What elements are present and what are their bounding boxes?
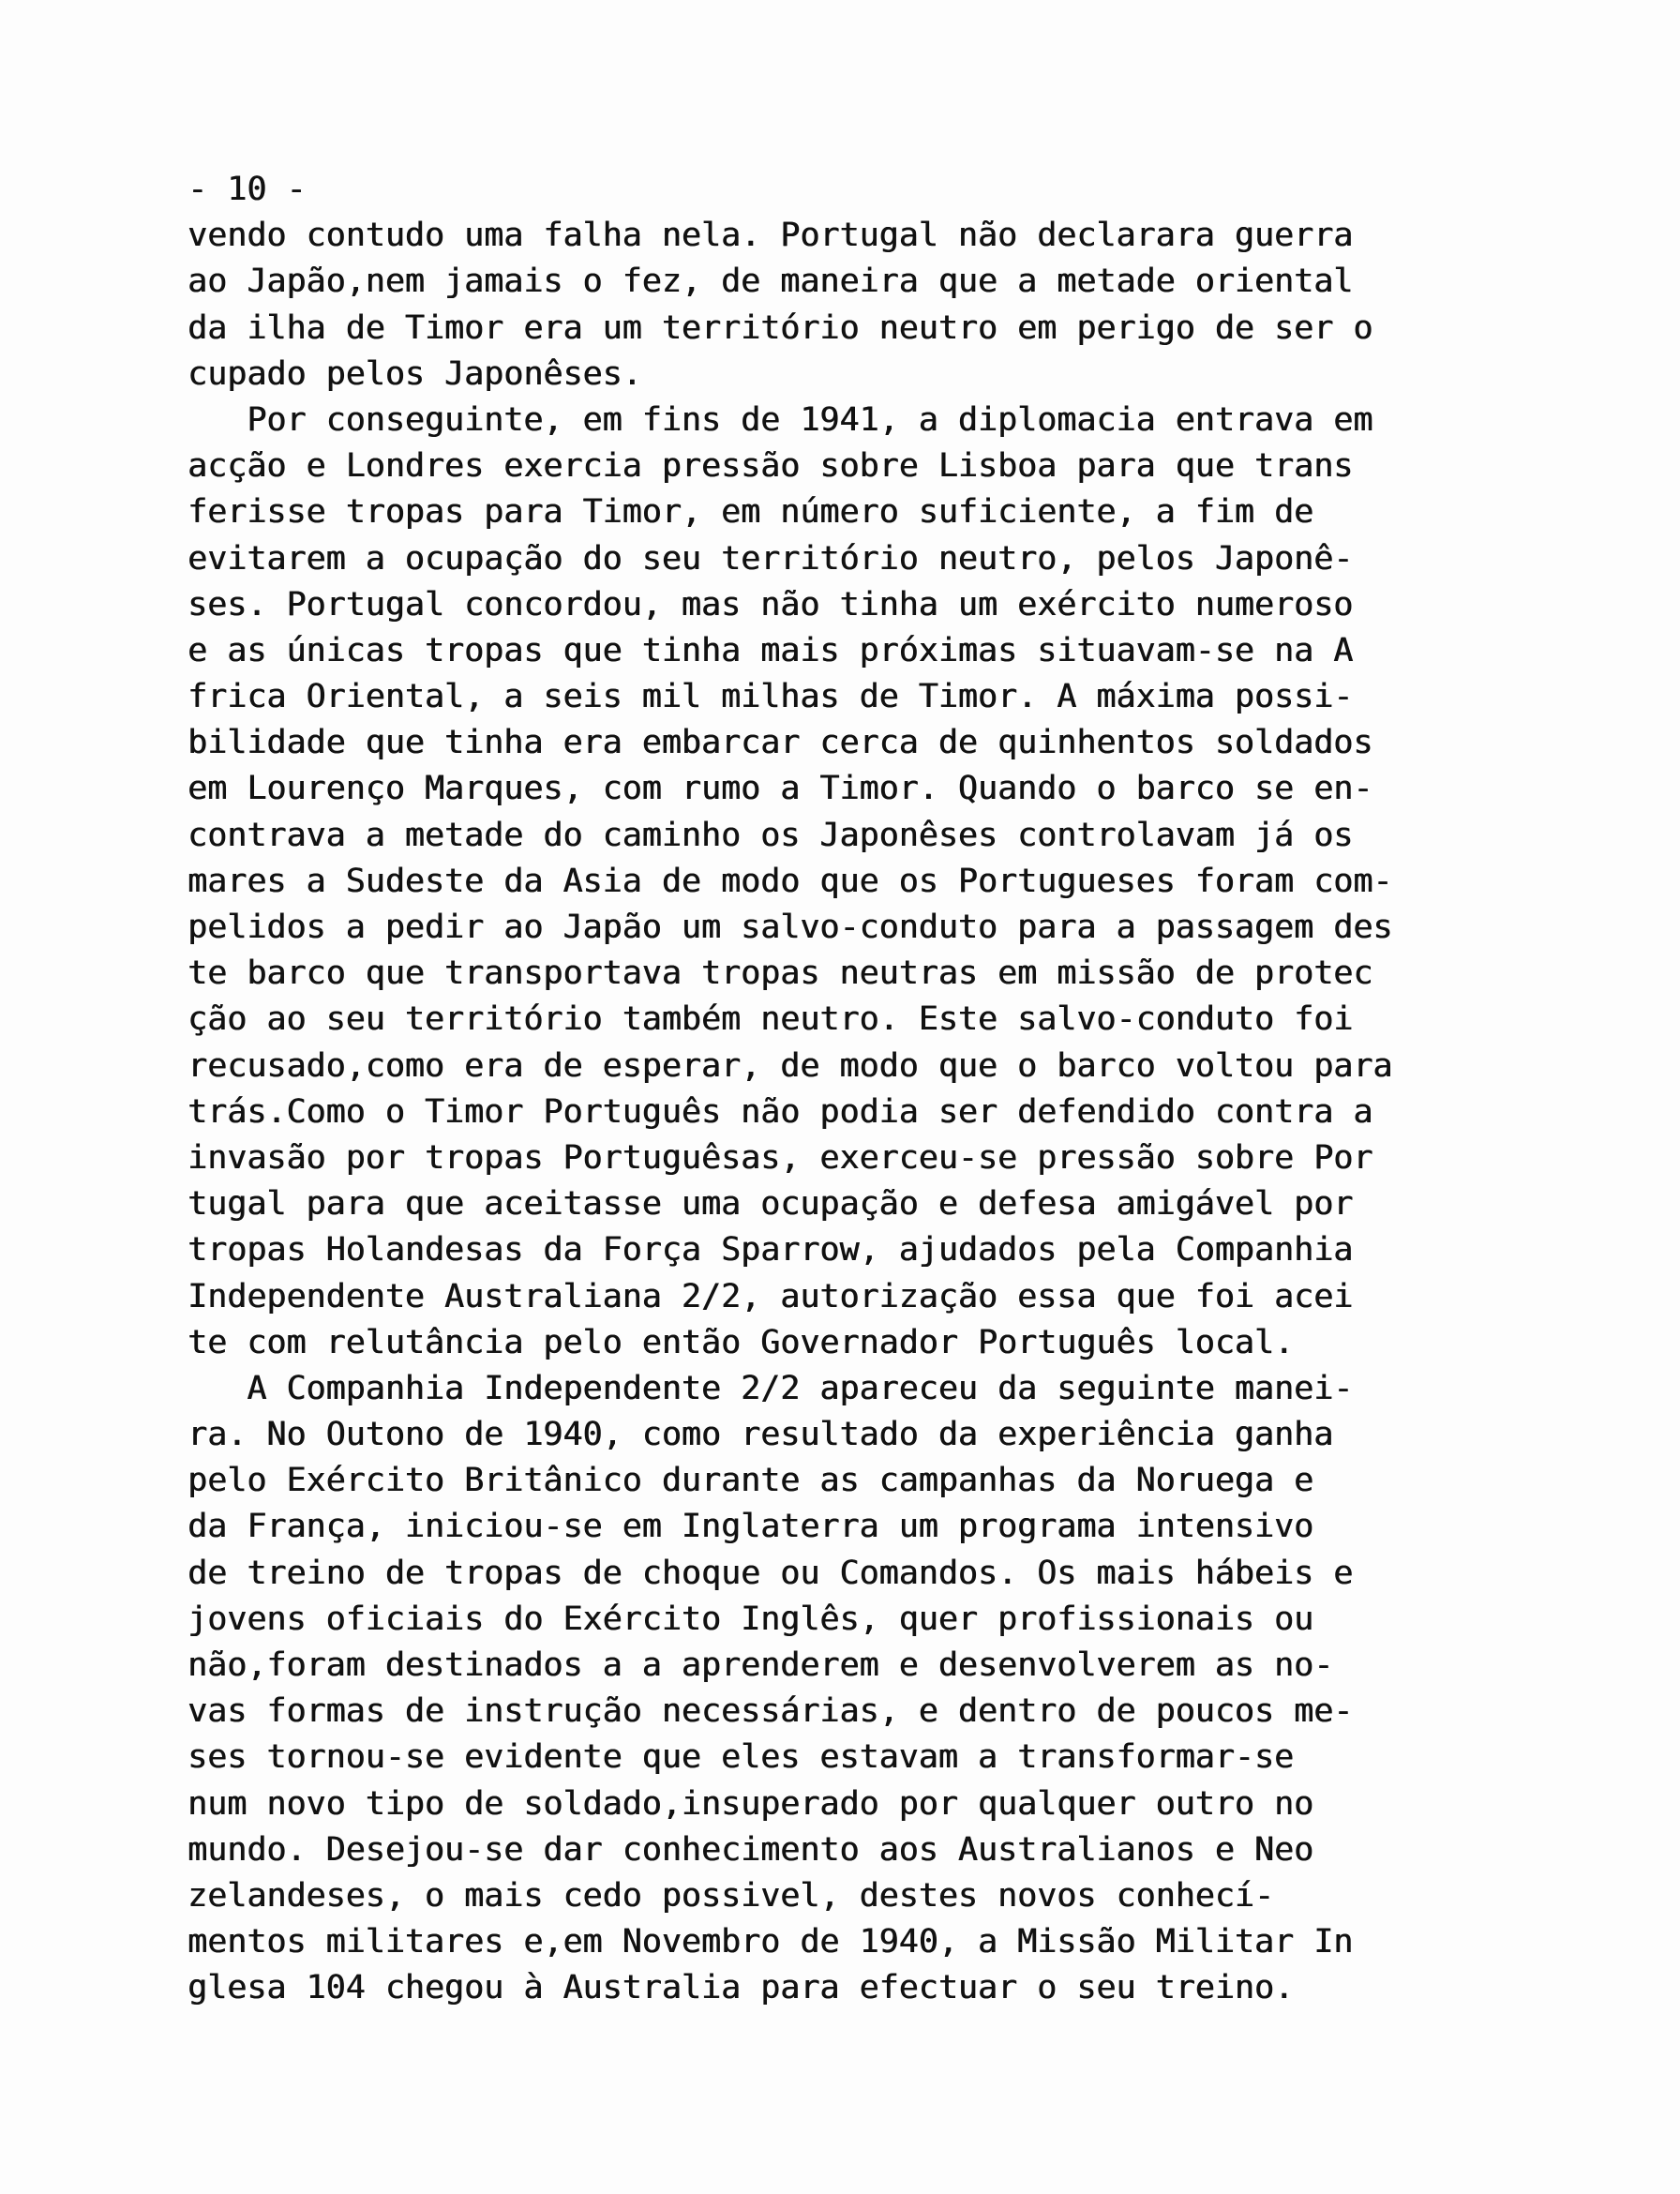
text-line: da ilha de Timor era um território neutro em perigo de ser o bbox=[188, 308, 1373, 347]
text-line: mundo. Desejou-se dar conhecimento aos Australianos e Neo bbox=[188, 1830, 1314, 1869]
text-line: não,foram destinados a a aprenderem e desenvolverem as no- bbox=[188, 1646, 1334, 1684]
text-line: ra. No Outono de 1940, como resultado da experiência ganha bbox=[188, 1416, 1334, 1454]
text-line: A Companhia Independente 2/2 apareceu da seguinte manei- bbox=[188, 1369, 1354, 1407]
text-line: zelandeses, o mais cedo possivel, destes novos conhecí- bbox=[188, 1876, 1274, 1915]
text-line: ses tornou-se evidente que eles estavam a transformar-se bbox=[188, 1738, 1295, 1777]
text-line: jovens oficiais do Exército Inglês, quer profissionais ou bbox=[188, 1600, 1314, 1638]
page-number: - 10 - bbox=[188, 171, 307, 208]
text-line: te com relutância pelo então Governador Português local. bbox=[188, 1323, 1295, 1361]
text-line: ao Japão,nem jamais o fez, de maneira que a metade oriental bbox=[188, 263, 1354, 301]
text-line: vendo contudo uma falha nela. Portugal não declarara guerra bbox=[188, 217, 1354, 255]
typed-text-block bbox=[188, 167, 1631, 2012]
text-line: ção ao seu território também neutro. Este salvo-conduto foi bbox=[188, 1000, 1354, 1039]
text-line: Por conseguinte, em fins de 1941, a diplomacia entrava em bbox=[188, 400, 1373, 439]
text-line: da França, iniciou-se em Inglaterra um programa intensivo bbox=[188, 1508, 1314, 1546]
text-line: num novo tipo de soldado,insuperado por qualquer outro no bbox=[188, 1784, 1314, 1823]
text-line: recusado,como era de esperar, de modo que o barco voltou para bbox=[188, 1046, 1393, 1085]
text-line: Independente Australiana 2/2, autorização essa que foi acei bbox=[188, 1277, 1354, 1315]
text-line: evitarem a ocupação do seu território neutro, pelos Japonê- bbox=[188, 539, 1354, 578]
text-line: invasão por tropas Portuguêsas, exerceu-se pressão sobre Por bbox=[188, 1138, 1373, 1177]
text-line: frica Oriental, a seis mil milhas de Timor. A máxima possi- bbox=[188, 678, 1354, 716]
text-line: ferisse tropas para Timor, em número suficiente, a fim de bbox=[188, 493, 1314, 532]
text-line: trás.Como o Timor Português não podia ser defendido contra a bbox=[188, 1092, 1373, 1131]
text-line: pelo Exército Britânico durante as campanhas da Noruega e bbox=[188, 1462, 1314, 1500]
text-line: ses. Portugal concordou, mas não tinha um exército numeroso bbox=[188, 585, 1354, 624]
text-line: tugal para que aceitasse uma ocupação e defesa amigável por bbox=[188, 1185, 1354, 1224]
text-line: acção e Londres exercia pressão sobre Lisboa para que trans bbox=[188, 447, 1354, 486]
text-line: te barco que transportava tropas neutras em missão de protec bbox=[188, 954, 1373, 993]
text-line: contrava a metade do caminho os Japonêses controlavam já os bbox=[188, 816, 1354, 854]
text-line: mentos militares e,em Novembro de 1940, a Missão Militar In bbox=[188, 1923, 1354, 1961]
text-line: em Lourenço Marques, com rumo a Timor. Quando o barco se en- bbox=[188, 770, 1373, 808]
text-line: pelidos a pedir ao Japão um salvo-conduto para a passagem des bbox=[188, 909, 1393, 946]
text-line: vas formas de instrução necessárias, e dentro de poucos me- bbox=[188, 1692, 1354, 1731]
text-line: glesa 104 chegou à Australia para efectuar o seu treino. bbox=[188, 1969, 1295, 2007]
text-line: e as únicas tropas que tinha mais próximas situavam-se na A bbox=[188, 631, 1354, 669]
text-line: de treino de tropas de choque ou Comandos. Os mais hábeis e bbox=[188, 1554, 1354, 1592]
text-line: tropas Holandesas da Força Sparrow, ajudados pela Companhia bbox=[188, 1231, 1354, 1270]
text-line: bilidade que tinha era embarcar cerca de quinhentos soldados bbox=[188, 724, 1373, 762]
text-line: mares a Sudeste da Asia de modo que os Portugueses foram com- bbox=[188, 862, 1393, 900]
text-line: cupado pelos Japonêses. bbox=[188, 354, 642, 393]
